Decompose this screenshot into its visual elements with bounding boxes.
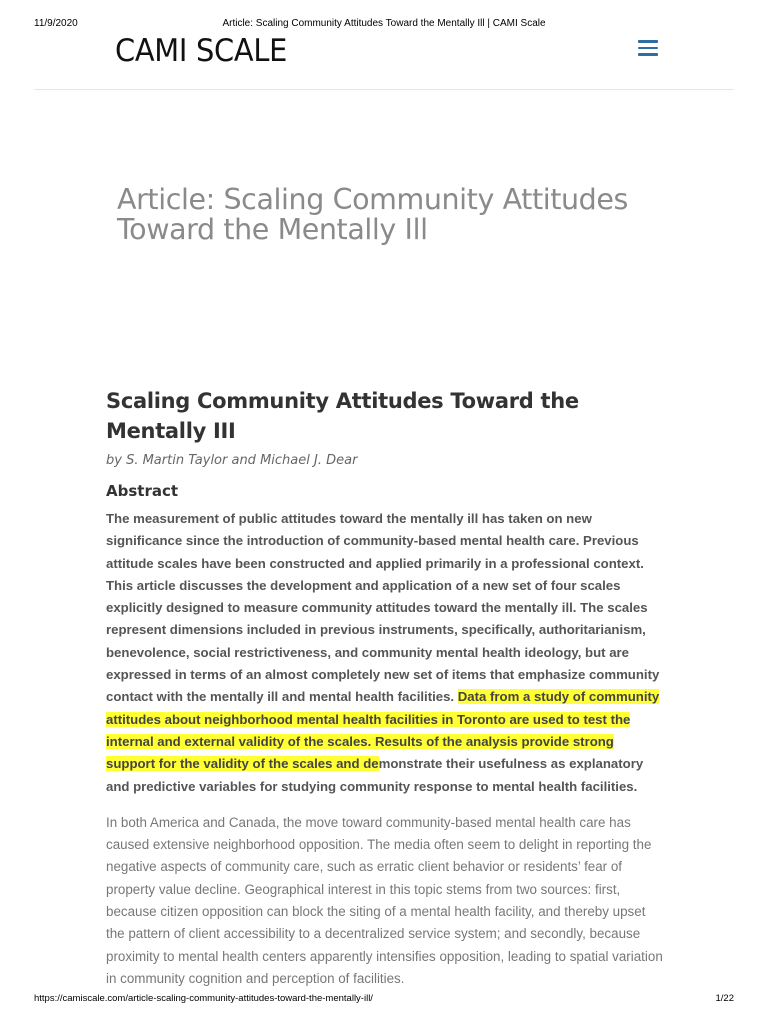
print-date: 11/9/2020: [34, 18, 78, 29]
abstract-highlighted-text: Data from a study of community attitudes about neighborhood mental health facilities in Toronto are used to test the internal and external validity of the scales. Results of the analysis provide strong support for the validity of the scales and de: [106, 689, 660, 772]
print-page-number: 1/22: [715, 993, 734, 1004]
print-page-title: Article: Scaling Community Attitudes Toward the Mentally Ill | CAMI Scale: [222, 18, 546, 29]
article-content: [106, 386, 666, 990]
abstract-text-end: monstrate their usefulness as explanatory and predictive variables for studying community response to mental health facilities.: [106, 756, 644, 794]
abstract-text: [106, 508, 666, 798]
header-divider: [34, 89, 734, 90]
hamburger-menu-icon[interactable]: [638, 40, 658, 56]
print-header: [0, 18, 768, 32]
article-heading: Scaling Community Attitudes Toward the Mentally III: [106, 389, 579, 443]
page-title: Article: Scaling Community Attitudes Toward the Mentally Ill: [117, 183, 628, 247]
abstract-heading: Abstract: [106, 482, 179, 500]
article-byline: by S. Martin Taylor and Michael J. Dear: [106, 453, 358, 468]
abstract-text-start: The measurement of public attitudes toward the mentally ill has taken on new significance since the introduction of community-based mental health care. Previous attitude scales have been constructed and applied primarily in a professional context. This article discusses the development and application of a new set of four scales explicitly designed to measure community attitudes toward the mentally ill. The scales represent dimensions included in previous instruments, specifically, authoritarianism, benevolence, social restrictiveness, and community mental health ideology, but are expressed in terms of an almost completely new set of items that emphasize community contact with the mentally ill and mental health facilities.: [106, 511, 660, 705]
body-paragraph: In both America and Canada, the move toward community-based mental health care has caused extensive neighborhood opposition. The media often seem to delight in reporting the negative aspects of community care, such as erratic client behavior or residents’ fear of property value decline. Geographical interest in this topic stems from two sources: first, because citizen opposition can block the siting of a mental health facility, and thereby upset the pattern of client accessibility to a decentralized service system; and secondly, because proximity to mental health centers apparently intensifies opposition, leading to spatial variation in community cognition and perception of facilities.: [106, 814, 663, 986]
site-logo[interactable]: CAMI SCALE: [115, 33, 288, 69]
print-footer-url: https://camiscale.com/article-scaling-community-attitudes-toward-the-mentally-ill/: [34, 993, 373, 1004]
